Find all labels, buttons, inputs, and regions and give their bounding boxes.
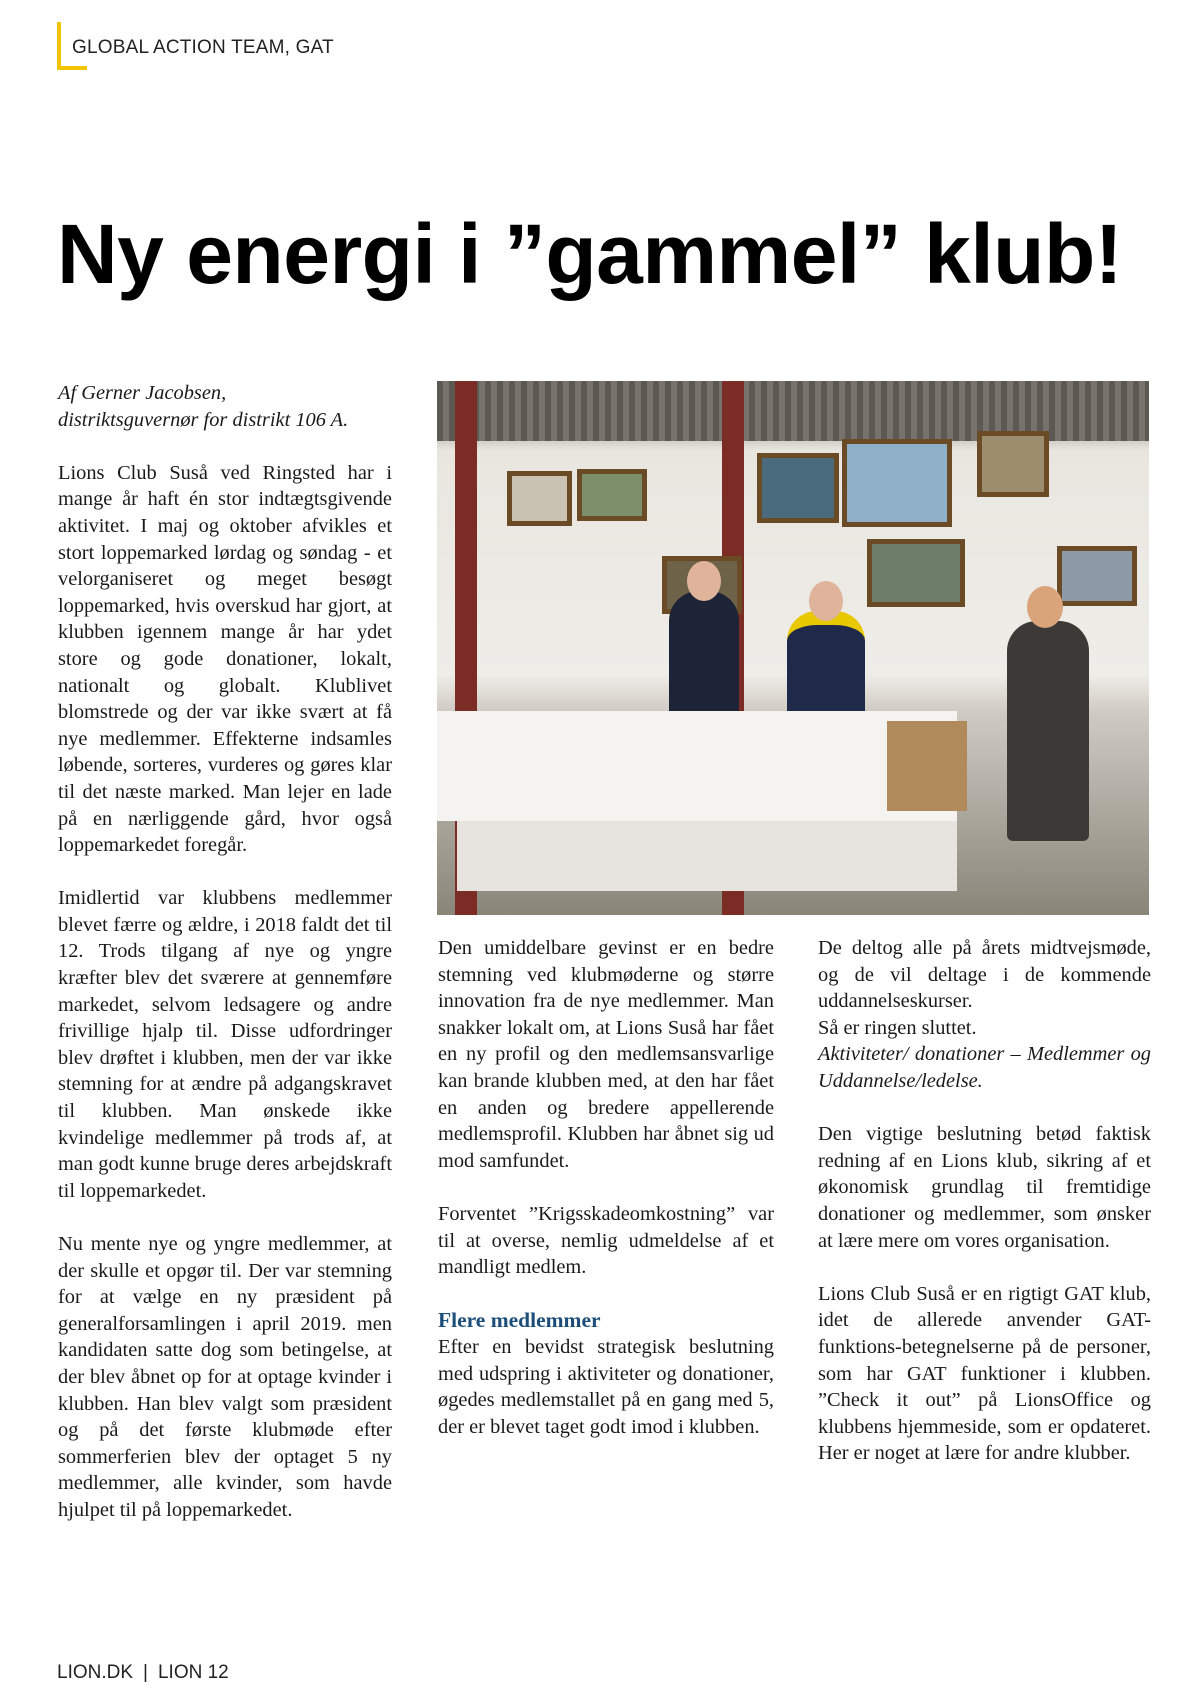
subheading: Flere medlemmer: [438, 1308, 601, 1333]
paragraph: De deltog alle på årets midtvejsmøde, og de vil deltage i de kommende uddannelseskurser.: [818, 937, 1151, 1013]
painting: [867, 539, 965, 607]
article-photo-flea-market: [437, 381, 1149, 915]
paragraph: Den vigtige beslutning betød faktisk redning af en Lions klub, sikring af et økonomisk grundlag til fremtidige donationer og medlemmer, som ønsker at lære mere om vores organisation.: [818, 1123, 1151, 1252]
byline: [58, 380, 392, 433]
market-table-cloth: [457, 821, 957, 891]
byline-author: Af Gerner Jacobsen,: [58, 382, 227, 404]
person-head: [809, 581, 843, 621]
article-column-2: [438, 935, 774, 1467]
painting: [577, 469, 647, 521]
footer-page-number: LION 12: [157, 1662, 229, 1683]
paragraph: Imidlertid var klubbens medlemmer blevet færre og ældre, i 2018 faldt det til 12. Trods tilgang af nye og yngre kræfter blev det sværere at gennemføre markedet, selvom ledsagere og andre frivillige hjalp til. Disse udfordringer blev drøftet i klubben, men der var ikke stemning for at ændre på adgangskravet til klubben. Man ønskede ikke kvindelige medlemmer på trods af, at man godt kunne bruge deres arbejdskraft til loppemarkedet.: [58, 887, 392, 1202]
italic-note: Aktiviteter/ donationer – Medlemmer og Uddannelse/ledelse.: [818, 1043, 1151, 1092]
market-table: [437, 711, 957, 821]
painting: [842, 439, 952, 527]
paragraph: Den umiddelbare gevinst er en bedre stemning ved klubmøderne og større innovation fra de nye medlemmer. Man snakker lokalt om, at Lions Suså har fået en ny profil og den medlemsansvarlige kan brande klubben med, at den har fået en anden og bredere appellerende medlemsprofil. Klubben har åbnet sig ud mod samfundet.: [438, 937, 774, 1172]
page-footer: [57, 1662, 229, 1684]
section-label: GLOBAL ACTION TEAM, GAT: [72, 37, 334, 58]
jewelry-stand: [887, 721, 967, 811]
footer-divider: |: [143, 1662, 148, 1683]
painting: [977, 431, 1049, 497]
paragraph: Så er ringen sluttet.: [818, 1016, 977, 1039]
article-headline: Ny energi i ”gammel” klub!: [57, 207, 1123, 301]
painting: [507, 471, 572, 526]
byline-role: distriktsguvernør for distrikt 106 A.: [58, 408, 349, 431]
article-column-1: [58, 380, 392, 1550]
article-column-3: [818, 935, 1151, 1493]
person: [1007, 621, 1089, 841]
paragraph: Lions Club Suså er en rigtigt GAT klub, idet de allerede anvender GAT-funktions-betegnelserne på de personer, som har GAT funktioner i klubben. ”Check it out” på LionsOffice og klubbens hjemmeside, som er opdateret. Her er noget at lære for andre klubber.: [818, 1282, 1151, 1465]
paragraph: Nu mente nye og yngre medlemmer, at der skulle et opgør til. Der var stemning for at vælge en ny præsident på generalforsamlingen i april 2019. men kandidaten satte dog som betingelse, at der blev åbnet op for at optage kvinder i klubben. Han blev valgt som præsident og på det første klubmøde efter sommerferien blev der optaget 5 ny medlemmer, alle kvinder, som havde hjulpet til på loppemarkedet.: [58, 1233, 392, 1521]
painting: [1057, 546, 1137, 606]
person-head: [687, 561, 721, 601]
paragraph: Efter en bevidst strategisk beslutning med udspring i aktiviteter og donationer, øgedes medlemstallet på en gang med 5, der er blevet taget godt imod i klubben.: [438, 1335, 774, 1438]
paragraph: Forventet ”Krigsskadeomkostning” var til at overse, nemlig udmeldelse af et mandligt medlem.: [438, 1202, 774, 1279]
footer-site: LION.DK: [57, 1662, 134, 1683]
painting: [757, 453, 839, 523]
paragraph: Lions Club Suså ved Ringsted har i mange år haft én stor indtægtsgivende aktivitet. I maj og oktober afvikles et stort loppemarked lørdag og søndag - et velorganiseret og meget besøgt loppemarked, hvis overskud har gjort, at klubben igennem mange år har ydet store og gode donationer, lokalt, nationalt og globalt. Klublivet blomstrede og der var ikke svært at få nye medlemmer. Effekterne indsamles løbende, sorteres, vurderes og gøres klar til det næste marked. Man lejer en lade på en nærliggende gård, hvor også loppemarkedet foregår.: [58, 461, 392, 857]
person-head: [1027, 586, 1063, 628]
